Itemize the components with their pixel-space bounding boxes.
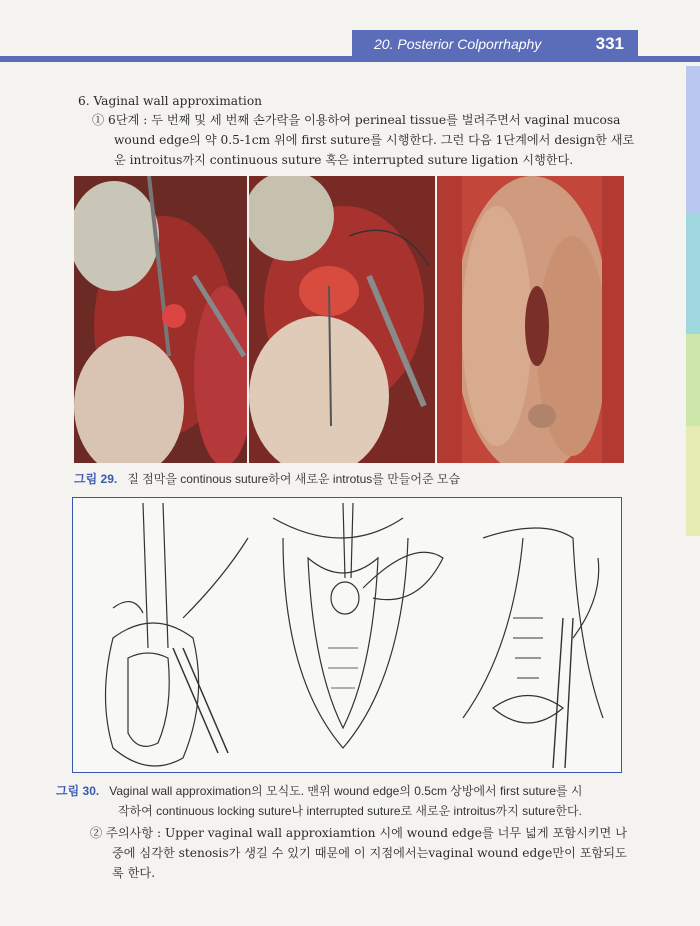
figure30-caption <box>56 781 583 821</box>
figure30-box <box>72 497 622 773</box>
figure30-label: 그림 30. <box>56 784 100 798</box>
surgical-photo-1 <box>74 176 247 463</box>
surgical-photo-2 <box>249 176 435 463</box>
step1-line: ① 6단계 : 두 번째 및 세 번째 손가락을 이용하여 perineal tissue를 벌려주면서 vaginal mucosa <box>92 113 621 127</box>
side-tab-1 <box>686 66 700 214</box>
step1-line: 운 introitus까지 continuous suture 혹은 interrupted suture ligation 시행한다. <box>114 153 574 167</box>
side-tab-4 <box>686 426 700 536</box>
caution-line: 록 한다. <box>112 866 156 880</box>
side-tab-3 <box>686 334 700 426</box>
caution-line: ② 주의사항 : Upper vaginal wall approxiamtion 시에 wound edge를 너무 넓게 포함시키면 나 <box>90 826 627 840</box>
figure29-caption-text: 질 점막을 continous suture하여 새로운 introtus를 만들어준 모습 <box>127 472 461 486</box>
caution-line: 중에 심각한 stenosis가 생길 수 있기 때문에 이 지점에서는vaginal wound edge만이 포함되도 <box>112 846 627 860</box>
figure29-label: 그림 29. <box>74 472 118 486</box>
chapter-header-bar <box>352 30 638 58</box>
step1-paragraph <box>92 110 634 170</box>
side-tab-2 <box>686 214 700 334</box>
figure29-caption <box>74 470 460 487</box>
caution-paragraph <box>90 823 627 883</box>
section-heading: 6. Vaginal wall approximation <box>78 94 263 108</box>
page-number: 331 <box>595 34 624 53</box>
surgical-photo-3 <box>437 176 624 463</box>
chapter-title: 20. Posterior Colporrhaphy <box>374 36 542 52</box>
step1-line: wound edge의 약 0.5-1cm 위에 first suture를 시행한다. 그런 다음 1단계에서 design한 새로 <box>114 133 635 147</box>
figure30-drawings <box>73 498 621 772</box>
figure30-caption-line: Vaginal wall approximation의 모식도. 맨위 wound edge의 0.5cm 상방에서 first suture를 시 <box>109 784 583 798</box>
figure30-caption-line: 작하여 continuous locking suture나 interrupted suture로 새로운 introitus까지 suture한다. <box>118 804 582 818</box>
